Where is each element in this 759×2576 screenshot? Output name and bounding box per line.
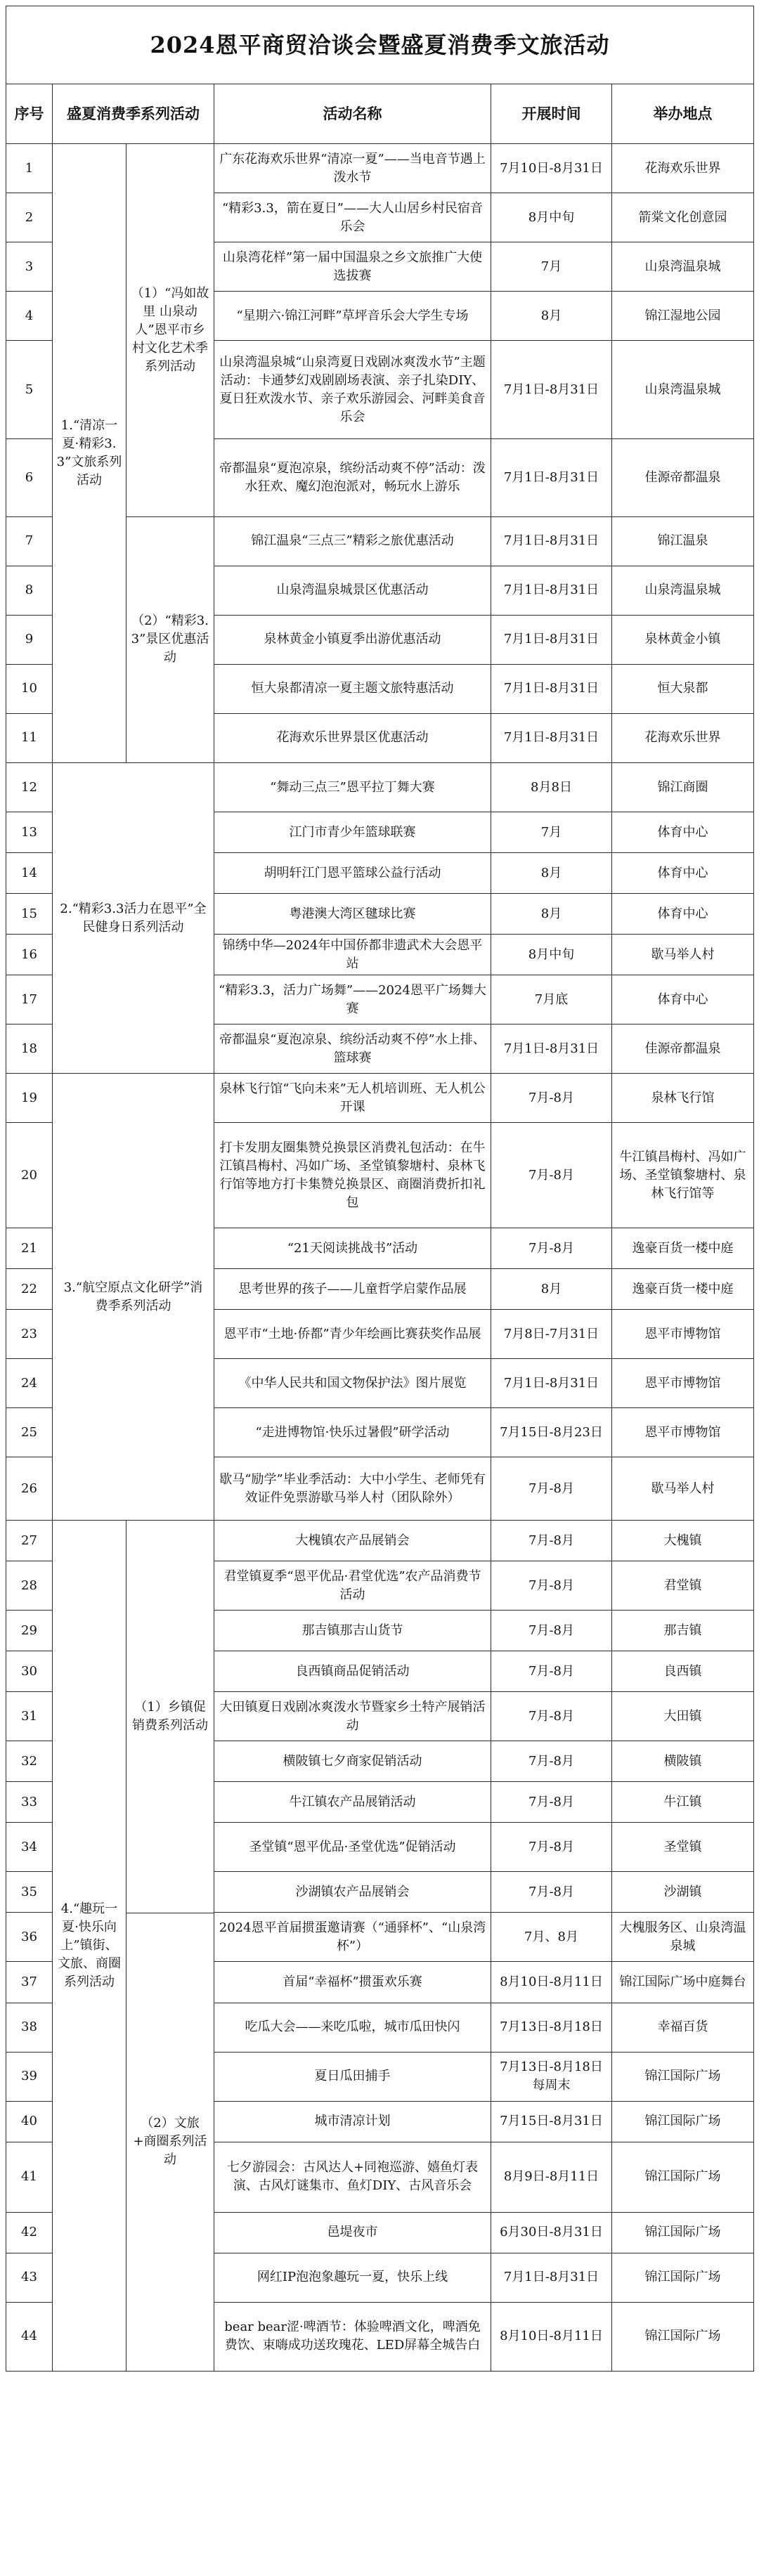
- row-number: 43: [6, 2253, 53, 2302]
- activity-place: 箭棠文化创意园: [612, 193, 754, 242]
- row-number: 29: [6, 1611, 53, 1651]
- row-number: 11: [6, 713, 53, 762]
- activity-name: 大槐镇农产品展销会: [214, 1521, 491, 1561]
- activity-place: 锦江国际广场: [612, 2052, 754, 2101]
- row-number: 6: [6, 439, 53, 516]
- activity-name: 横陂镇七夕商家促销活动: [214, 1741, 491, 1782]
- activity-place: 锦江国际广场中庭舞台: [612, 1962, 754, 2003]
- activity-time: 7月-8月: [491, 1457, 612, 1521]
- activity-time: 7月-8月: [491, 1521, 612, 1561]
- activity-place: 佳源帝都温泉: [612, 1024, 754, 1074]
- activity-place: 大田镇: [612, 1692, 754, 1741]
- activity-place: 逸豪百货一楼中庭: [612, 1269, 754, 1310]
- series-group-label: 2.“精彩3.3活力在恩平”全民健身日系列活动: [53, 763, 214, 1074]
- activity-name: 圣堂镇“恩平优品·圣堂优选”促销活动: [214, 1823, 491, 1872]
- activity-name: 首届“幸福杯”掼蛋欢乐赛: [214, 1962, 491, 2003]
- activity-time: 7月1日-8月31日: [491, 566, 612, 615]
- series-group-cell: [53, 1521, 214, 2372]
- header-time: 开展时间: [491, 84, 612, 144]
- series-group-label: 4.“趣玩一夏·快乐向上”镇街、文旅、商圈系列活动: [53, 1521, 126, 2371]
- activity-time: 7月15日-8月31日: [491, 2101, 612, 2142]
- row-number: 18: [6, 1024, 53, 1074]
- activity-name: 城市清凉计划: [214, 2101, 491, 2142]
- row-number: 33: [6, 1782, 53, 1823]
- header-series: 盛夏消费季系列活动: [53, 84, 214, 144]
- activity-place: 泉林飞行馆: [612, 1074, 754, 1123]
- activity-name: “走进博物馆·快乐过暑假”研学活动: [214, 1408, 491, 1457]
- title-row: [6, 6, 754, 84]
- activity-time: 7月-8月: [491, 1123, 612, 1228]
- activity-place: 大槐镇: [612, 1521, 754, 1561]
- activity-time: 7月-8月: [491, 1872, 612, 1913]
- activity-place: 锦江温泉: [612, 516, 754, 566]
- activity-place: 牛江镇: [612, 1782, 754, 1823]
- row-number: 25: [6, 1408, 53, 1457]
- series-subgroup-label: （1）乡镇促销费系列活动: [132, 1699, 208, 1733]
- row-number: 22: [6, 1269, 53, 1310]
- activity-name: 山泉湾花样”第一届中国温泉之乡文旅推广大使选拔赛: [214, 242, 491, 292]
- activity-place: 横陂镇: [612, 1741, 754, 1782]
- row-number: 20: [6, 1123, 53, 1228]
- activity-time: 7月1日-8月31日: [491, 439, 612, 516]
- activity-place: 歇马举人村: [612, 935, 754, 975]
- activity-place: 佳源帝都温泉: [612, 439, 754, 516]
- row-number: 42: [6, 2212, 53, 2253]
- row-number: 30: [6, 1651, 53, 1692]
- activity-name: 吃瓜大会——来吃瓜啦，城市瓜田快闪: [214, 2003, 491, 2052]
- row-number: 37: [6, 1962, 53, 2003]
- row-number: 7: [6, 516, 53, 566]
- activity-place: 锦江国际广场: [612, 2101, 754, 2142]
- activity-time: 7月10日-8月31日: [491, 144, 612, 193]
- activity-time: 8月10日-8月11日: [491, 2302, 612, 2371]
- activity-place: 花海欢乐世界: [612, 713, 754, 762]
- row-number: 31: [6, 1692, 53, 1741]
- row-number: 3: [6, 242, 53, 292]
- activity-time: 7月1日-8月31日: [491, 615, 612, 664]
- row-number: 17: [6, 975, 53, 1024]
- activity-place: 体育中心: [612, 975, 754, 1024]
- activity-place: 山泉湾温泉城: [612, 242, 754, 292]
- activity-time: 8月中旬: [491, 193, 612, 242]
- row-number: 40: [6, 2101, 53, 2142]
- activity-time: 7月-8月: [491, 1561, 612, 1611]
- activity-place: 锦江国际广场: [612, 2142, 754, 2212]
- activity-name: 网红IP泡泡象趣玩一夏，快乐上线: [214, 2253, 491, 2302]
- activity-time: 7月1日-8月31日: [491, 2253, 612, 2302]
- activity-place: 良西镇: [612, 1651, 754, 1692]
- series-split: [53, 144, 214, 762]
- activity-place: 体育中心: [612, 812, 754, 853]
- table-row: [6, 1074, 754, 1123]
- activity-name: 山泉湾温泉城景区优惠活动: [214, 566, 491, 615]
- series-group-label: 1.“清凉一夏·精彩3.3”文旅系列活动: [53, 144, 126, 762]
- activity-time: 7月-8月: [491, 1741, 612, 1782]
- activity-place: 锦江国际广场: [612, 2302, 754, 2371]
- row-number: 13: [6, 812, 53, 853]
- activity-name: 胡明轩江门恩平篮球公益行活动: [214, 853, 491, 894]
- activity-place: 山泉湾温泉城: [612, 566, 754, 615]
- activity-name: 恒大泉都清凉一夏主题文旅特惠活动: [214, 664, 491, 713]
- header-place: 举办地点: [612, 84, 754, 144]
- activity-place: 锦江国际广场: [612, 2253, 754, 2302]
- activity-time: 8月: [491, 292, 612, 341]
- header-no: 序号: [6, 84, 53, 144]
- page-wrapper: [6, 6, 753, 2372]
- activity-place: 恩平市博物馆: [612, 1359, 754, 1408]
- activity-name: 2024恩平首届掼蛋邀请赛（“通驿杯”、“山泉湾杯”）: [214, 1913, 491, 1962]
- activity-place: 圣堂镇: [612, 1823, 754, 1872]
- activity-time: 7月-8月: [491, 1651, 612, 1692]
- activity-place: 锦江商圈: [612, 763, 754, 812]
- activity-name: 粤港澳大湾区毽球比赛: [214, 894, 491, 935]
- activity-name: 锦绣中华—2024年中国侨都非遗武术大会恩平站: [214, 935, 491, 975]
- table-row: [6, 144, 754, 193]
- activity-time: 7月、8月: [491, 1913, 612, 1962]
- activity-name: 邑堤夜市: [214, 2212, 491, 2253]
- activity-name: 打卡发朋友圈集赞兑换景区消费礼包活动：在牛江镇昌梅村、冯如广场、圣堂镇黎塘村、泉林飞行馆等地方打卡集赞兑换景区、商圈消费折扣礼包: [214, 1123, 491, 1228]
- activity-time: 7月13日-8月18日: [491, 2003, 612, 2052]
- activity-time: 7月8日-7月31日: [491, 1310, 612, 1359]
- activity-place: 恒大泉都: [612, 664, 754, 713]
- activity-name: “精彩3.3，箭在夏日”——大人山居乡村民宿音乐会: [214, 193, 491, 242]
- row-number: 36: [6, 1913, 53, 1962]
- activity-place: 幸福百货: [612, 2003, 754, 2052]
- activity-name: 帝都温泉“夏泡凉泉、缤纷活动爽不停”水上排、篮球赛: [214, 1024, 491, 1074]
- activity-time: 8月: [491, 1269, 612, 1310]
- row-number: 14: [6, 853, 53, 894]
- row-number: 23: [6, 1310, 53, 1359]
- header-name: 活动名称: [214, 84, 491, 144]
- row-number: 19: [6, 1074, 53, 1123]
- activity-name: 恩平市“土地·侨都”青少年绘画比赛获奖作品展: [214, 1310, 491, 1359]
- activity-time: 8月9日-8月11日: [491, 2142, 612, 2212]
- activity-place: 恩平市博物馆: [612, 1408, 754, 1457]
- activity-time: 8月8日: [491, 763, 612, 812]
- series-group-cell: [53, 144, 214, 763]
- row-number: 16: [6, 935, 53, 975]
- row-number: 26: [6, 1457, 53, 1521]
- activity-name: 泉林飞行馆“飞向未来”无人机培训班、无人机公开课: [214, 1074, 491, 1123]
- activity-time: 7月1日-8月31日: [491, 1359, 612, 1408]
- activity-place: 那吉镇: [612, 1611, 754, 1651]
- activity-time: 7月: [491, 812, 612, 853]
- activity-place: 逸豪百货一楼中庭: [612, 1228, 754, 1269]
- series-subgroup-label: （1）“冯如故里 山泉动人”恩平市乡村文化艺术季系列活动: [131, 285, 209, 374]
- activity-name: “21天阅读挑战书”活动: [214, 1228, 491, 1269]
- activity-table: [6, 6, 754, 2372]
- row-number: 9: [6, 615, 53, 664]
- activity-time: 7月-8月: [491, 1692, 612, 1741]
- row-number: 34: [6, 1823, 53, 1872]
- activity-time: 7月13日-8月18日每周末: [491, 2052, 612, 2101]
- activity-name: bear bear涩·啤酒节：体验啤酒文化，啤酒免费饮、束嗨成功送玫瑰花、LED屏幕全城告白: [214, 2302, 491, 2371]
- activity-time: 7月1日-8月31日: [491, 1024, 612, 1074]
- activity-time: 8月: [491, 894, 612, 935]
- activity-place: 沙湖镇: [612, 1872, 754, 1913]
- activity-name: 帝都温泉“夏泡凉泉，缤纷活动爽不停”活动：泼水狂欢、魔幻泡泡派对，畅玩水上游乐: [214, 439, 491, 516]
- activity-place: 山泉湾温泉城: [612, 341, 754, 439]
- row-number: 4: [6, 292, 53, 341]
- activity-name: 君堂镇夏季“恩平优品·君堂优选”农产品消费节活动: [214, 1561, 491, 1611]
- table-title: 2024恩平商贸洽谈会暨盛夏消费季文旅活动: [6, 6, 754, 84]
- activity-place: 体育中心: [612, 853, 754, 894]
- activity-place: 锦江湿地公园: [612, 292, 754, 341]
- activity-name: 《中华人民共和国文物保护法》图片展览: [214, 1359, 491, 1408]
- activity-name: “精彩3.3，活力广场舞”——2024恩平广场舞大赛: [214, 975, 491, 1024]
- activity-place: 花海欢乐世界: [612, 144, 754, 193]
- activity-time: 7月: [491, 242, 612, 292]
- activity-name: 广东花海欢乐世界“清凉一夏”——当电音节遇上泼水节: [214, 144, 491, 193]
- activity-name: 夏日瓜田捕手: [214, 2052, 491, 2101]
- activity-place: 锦江国际广场: [612, 2212, 754, 2253]
- activity-time: 7月-8月: [491, 1782, 612, 1823]
- activity-name: “舞动三点三”恩平拉丁舞大赛: [214, 763, 491, 812]
- row-number: 38: [6, 2003, 53, 2052]
- activity-place: 大槐服务区、山泉湾温泉城: [612, 1913, 754, 1962]
- activity-time: 7月1日-8月31日: [491, 664, 612, 713]
- activity-place: 体育中心: [612, 894, 754, 935]
- row-number: 32: [6, 1741, 53, 1782]
- activity-place: 泉林黄金小镇: [612, 615, 754, 664]
- activity-name: 泉林黄金小镇夏季出游优惠活动: [214, 615, 491, 664]
- activity-time: 7月-8月: [491, 1074, 612, 1123]
- activity-time: 8月: [491, 853, 612, 894]
- activity-time: 8月10日-8月11日: [491, 1962, 612, 2003]
- series-subgroup-label: （2）“精彩3.3”景区优惠活动: [126, 516, 214, 762]
- row-number: 24: [6, 1359, 53, 1408]
- activity-place: 歇马举人村: [612, 1457, 754, 1521]
- activity-place: 恩平市博物馆: [612, 1310, 754, 1359]
- activity-name: 山泉湾温泉城“山泉湾夏日戏剧冰爽泼水节”主题活动：卡通梦幻戏剧剧场表演、亲子扎染DIY、夏日狂欢泼水节、亲子欢乐游园会、河畔美食音乐会: [214, 341, 491, 439]
- row-number: 15: [6, 894, 53, 935]
- activity-name: “星期六·锦江河畔”草坪音乐会大学生专场: [214, 292, 491, 341]
- activity-time: 7月-8月: [491, 1611, 612, 1651]
- row-number: 39: [6, 2052, 53, 2101]
- header-row: [6, 84, 754, 144]
- activity-time: 7月1日-8月31日: [491, 341, 612, 439]
- activity-name: 思考世界的孩子——儿童哲学启蒙作品展: [214, 1269, 491, 1310]
- activity-time: 8月中旬: [491, 935, 612, 975]
- row-number: 35: [6, 1872, 53, 1913]
- row-number: 1: [6, 144, 53, 193]
- activity-name: 歇马“励学”毕业季活动：大中小学生、老师凭有效证件免票游歇马举人村（团队除外）: [214, 1457, 491, 1521]
- activity-name: 牛江镇农产品展销活动: [214, 1782, 491, 1823]
- row-number: 41: [6, 2142, 53, 2212]
- series-subgroup-label: （2）文旅+商圈系列活动: [126, 1913, 214, 2371]
- activity-place: 牛江镇昌梅村、冯如广场、圣堂镇黎塘村、泉林飞行馆等: [612, 1123, 754, 1228]
- series-group-label: 3.“航空原点文化研学”消费季系列活动: [53, 1074, 214, 1521]
- activity-time: 7月1日-8月31日: [491, 713, 612, 762]
- activity-name: 花海欢乐世界景区优惠活动: [214, 713, 491, 762]
- activity-name: 沙湖镇农产品展销会: [214, 1872, 491, 1913]
- activity-name: 锦江温泉“三点三”精彩之旅优惠活动: [214, 516, 491, 566]
- row-number: 12: [6, 763, 53, 812]
- activity-time: 7月-8月: [491, 1228, 612, 1269]
- activity-place: 君堂镇: [612, 1561, 754, 1611]
- table-row: [6, 1521, 754, 1561]
- table-row: [6, 763, 754, 812]
- activity-name: 那吉镇那吉山货节: [214, 1611, 491, 1651]
- activity-time: 7月15日-8月23日: [491, 1408, 612, 1457]
- activity-name: 七夕游园会：古风达人+同袍巡游、嬉鱼灯表演、古风灯谜集市、鱼灯DIY、古风音乐会: [214, 2142, 491, 2212]
- row-number: 5: [6, 341, 53, 439]
- activity-name: 良西镇商品促销活动: [214, 1651, 491, 1692]
- row-number: 8: [6, 566, 53, 615]
- row-number: 21: [6, 1228, 53, 1269]
- row-number: 27: [6, 1521, 53, 1561]
- activity-time: 6月30日-8月31日: [491, 2212, 612, 2253]
- activity-time: 7月1日-8月31日: [491, 516, 612, 566]
- row-number: 44: [6, 2302, 53, 2371]
- activity-time: 7月底: [491, 975, 612, 1024]
- row-number: 10: [6, 664, 53, 713]
- activity-name: 江门市青少年篮球联赛: [214, 812, 491, 853]
- activity-time: 7月-8月: [491, 1823, 612, 1872]
- row-number: 28: [6, 1561, 53, 1611]
- activity-name: 大田镇夏日戏剧冰爽泼水节暨家乡土特产展销活动: [214, 1692, 491, 1741]
- row-number: 2: [6, 193, 53, 242]
- series-split: [53, 1521, 214, 2371]
